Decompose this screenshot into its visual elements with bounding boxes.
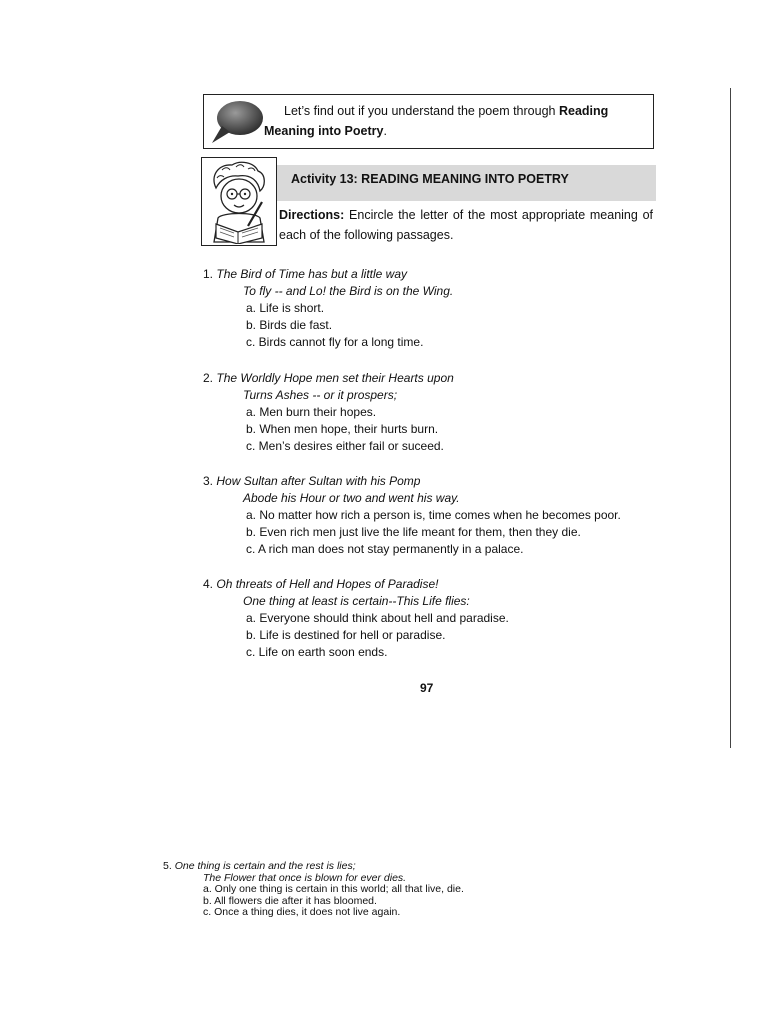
option-c[interactable]: c. Life on earth soon ends. [246, 645, 388, 659]
page-number: 97 [420, 681, 434, 695]
option-a[interactable]: a. Everyone should think about hell and paradise. [246, 611, 509, 625]
question-5: 5. One thing is certain and the rest is lies; The Flower that once is blown for ever dies. a. Only one thing is certain in this world; all that live, die. b. All flowers die after it has bloomed. c. Once a thing dies, it does not live again. [163, 860, 464, 918]
directions-label: Directions: [279, 208, 345, 222]
passage-line-2: Abode his Hour or two and went his way. [243, 491, 460, 505]
option-b[interactable]: b. Birds die fast. [246, 318, 333, 332]
question-2: 2. The Worldly Hope men set their Hearts upon Turns Ashes -- or it prospers; a. Men burn their hopes. b. When men hope, their hurts burn. c. Men’s desires either fail or suceed. [203, 371, 454, 453]
option-a[interactable]: a. No matter how rich a person is, time comes when he becomes poor. [246, 508, 621, 522]
activity-header [277, 165, 656, 201]
option-b[interactable]: b. Life is destined for hell or paradise. [246, 628, 446, 642]
option-c[interactable]: c. Birds cannot fly for a long time. [246, 335, 424, 349]
option-a[interactable]: a. Only one thing is certain in this world; all that live, die. [203, 883, 464, 895]
passage-line-2: One thing at least is certain--This Life flies: [243, 594, 470, 608]
option-c[interactable]: c. Once a thing dies, it does not live again. [203, 906, 401, 918]
option-a[interactable]: a. Men burn their hopes. [246, 405, 377, 419]
passage-line-1: The Worldly Hope men set their Hearts upon [216, 371, 454, 385]
passage-line-2: The Flower that once is blown for ever dies. [203, 871, 407, 884]
intro-box [203, 94, 654, 149]
passage-line-1: One thing is certain and the rest is lies; [174, 860, 356, 872]
directions-text: Encircle the letter of the most appropriate meaning of each of the following passages. [279, 208, 653, 242]
option-b[interactable]: b. All flowers die after it has bloomed. [203, 894, 377, 907]
margin-rule [730, 88, 731, 748]
passage-line-1: Oh threats of Hell and Hopes of Paradise! [216, 577, 439, 591]
activity-title: Activity 13: READING MEANING INTO POETRY [291, 172, 569, 186]
option-b[interactable]: b. Even rich men just live the life meant for them, then they die. [246, 525, 581, 539]
student-reading-illustration [201, 157, 277, 246]
option-c[interactable]: c. A rich man does not stay permanently in a palace. [246, 542, 524, 556]
option-b[interactable]: b. When men hope, their hurts burn. [246, 422, 439, 436]
passage-line-1: How Sultan after Sultan with his Pomp [216, 474, 421, 488]
speech-bubble-icon [208, 99, 266, 145]
question-1: 1. The Bird of Time has but a little way To fly -- and Lo! the Bird is on the Wing. a. Life is short. b. Birds die fast. c. Birds cannot fly for a long time. [203, 267, 454, 349]
question-3: 3. How Sultan after Sultan with his Pomp Abode his Hour or two and went his way. a. No matter how rich a person is, time comes when he becomes poor. b. Even rich men just live the life meant for them, then they die. c. A rich man does not stay permanently in a palace. [203, 474, 621, 556]
passage-line-1: The Bird of Time has but a little way [216, 267, 407, 281]
passage-line-2: To fly -- and Lo! the Bird is on the Wing. [243, 284, 454, 298]
passage-line-2: Turns Ashes -- or it prospers; [243, 388, 398, 402]
option-c[interactable]: c. Men’s desires either fail or suceed. [246, 439, 444, 453]
option-a[interactable]: a. Life is short. [246, 301, 325, 315]
intro-text: Let’s find out if you understand the poem through Reading Meaning into Poetry. [264, 104, 609, 138]
intro-bold: Reading Meaning into Poetry [264, 104, 609, 138]
question-4: 4. Oh threats of Hell and Hopes of Paradise! One thing at least is certain--This Life flies: a. Everyone should think about hell and paradise. b. Life is destined for hell or paradise. c. Life on earth soon ends. [203, 577, 509, 659]
directions [279, 205, 653, 245]
